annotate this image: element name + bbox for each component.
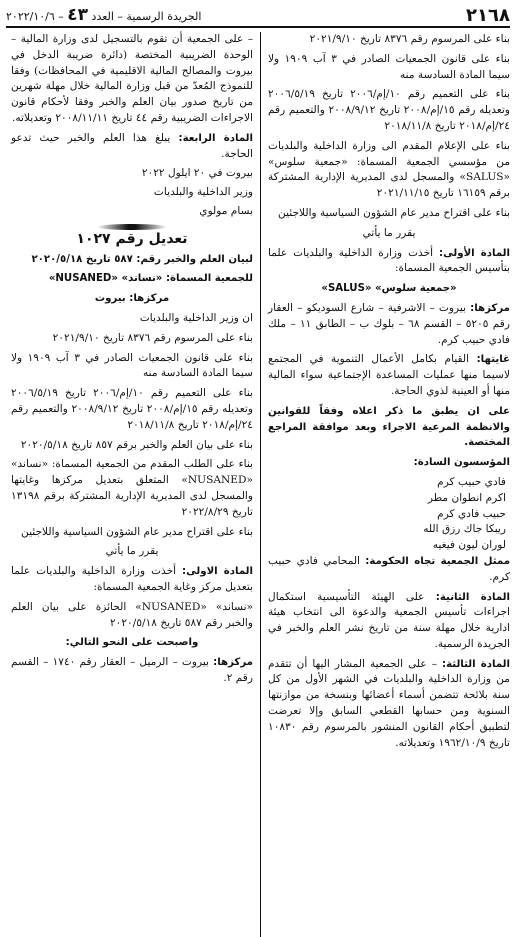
paragraph: «نساند» «NUSANED» الحائزة على بيان العلم والخبر رقم ٥٨٧ تاريخ ٢٠٢٠/٥/١٨ bbox=[11, 600, 254, 629]
founder-name: لوران ليون فيغيه bbox=[432, 539, 506, 552]
signature-block bbox=[11, 166, 253, 219]
article-3 bbox=[268, 657, 510, 752]
article-1 bbox=[268, 246, 510, 278]
page-header bbox=[6, 4, 510, 28]
page-number: ٢١٦٨ bbox=[466, 4, 510, 26]
hq-label: مركزها: bbox=[213, 657, 253, 669]
article-label: المادة الرابعة: bbox=[178, 132, 253, 144]
became-heading: واصبحت على النحو التالي: bbox=[65, 637, 199, 649]
goal bbox=[268, 352, 510, 399]
paragraph: بناء على قانون الجمعيات الصادر في ٣ آب ١٩٠٩ ولا سيما المادة السادسة منه bbox=[268, 52, 511, 81]
article-text: على الهيئة التأسيسية استكمال اجراءات تأسيس الجمعية والدعوة الى انتخاب هيئة ادارية خلال مهلة سنة من تاريخ نشر العلم والخبر في الجريدة الرسمية. bbox=[268, 590, 510, 650]
issue-date: – ٢٠٢٢/١٠/٦ bbox=[6, 10, 64, 23]
founder-name: اكرم انطوان مطر bbox=[427, 491, 506, 504]
goal-label: غايتها: bbox=[476, 354, 510, 366]
article-4 bbox=[11, 131, 253, 163]
paragraph: بناء على قانون الجمعيات الصادر في ٣ آب ١٩٠٩ ولا سيما المادة السادسة منه bbox=[11, 351, 254, 380]
article-1 bbox=[11, 564, 253, 596]
hq-text: بيروت – الرميل – العقار رقم ١٧٤٠ – القسم رقم ٢. bbox=[11, 656, 253, 684]
goal-text: القيام بكامل الأعمال التنموية في المجتمع لاسيما منها عمليات المساعدة الإجتماعية سواء المالية منها أو العينية لذوي الحاجة. bbox=[268, 353, 510, 397]
signature-name: بسام مولوي bbox=[199, 204, 253, 217]
paragraph: بناء على الطلب المقدم من الجمعية المسماة: «نساند» «NUSANED» المتعلق بتعديل مركزها وغايتها والمسجل لدى المديرية الإدارية المشتركة برقم ١٣١٩٨ تاريخ ٢٠٢٢/٨/٢٩ bbox=[11, 458, 253, 518]
paragraph: بناء على اقتراح مدير عام الشؤون السياسية واللاجئين bbox=[278, 206, 510, 219]
paragraph: بناء على اقتراح مدير عام الشؤون السياسية واللاجئين bbox=[21, 525, 253, 538]
founders-heading: المؤسسون السادة: bbox=[413, 457, 510, 469]
article-label: المادة الثالثة: bbox=[442, 658, 510, 670]
decision-heading: يقرر ما يأتي bbox=[362, 226, 416, 239]
hq-text: بيروت – الاشرفية – شارع السوديكو – العقار رقم ٥٢٠٥ – القسم ٦٨ – بلوك ب – الطابق ١١ – ملك فادي حبيب كرم. bbox=[268, 301, 510, 346]
founders-list bbox=[268, 475, 510, 554]
two-column-body bbox=[6, 32, 510, 937]
article-text: يبلغ هذا العلم والخبر حيث تدعو الحاجة. bbox=[11, 131, 253, 160]
government-representative bbox=[268, 554, 510, 586]
founder-name: ريبكا جاك رزق الله bbox=[423, 523, 506, 536]
amendment-subtitle: للجمعية المسماة: «نساند» «NUSANED» bbox=[48, 273, 253, 285]
paragraph: بناء على الإعلام المقدم الى وزارة الداخلية والبلديات من مؤسسي الجمعية المسماة: «جمعية سلوس» «SALUS» والمسجل لدى المديرية الإدارية المشتركة برقم ١٦١٥٩ تاريخ ٢٠٢١/١١/١٥ bbox=[268, 139, 510, 200]
left-column bbox=[11, 32, 260, 937]
paragraph: بناء على التعميم رقم ١٠/إم/٢٠٠٦ تاريخ ٢٠٠٦/٥/١٩ وتعديله رقم ١٥/إم/٢٠٠٨ تاريخ ٢٠٠٨/٩/١٢ والتعميم رقم ٢٤/إم/٢٠١٨ تاريخ ٢٠١٨/١١/٨ bbox=[11, 387, 253, 431]
headquarters bbox=[11, 655, 253, 687]
article-label: المادة الأولى: bbox=[439, 247, 510, 259]
column-divider bbox=[260, 32, 261, 937]
amendment-subtitle: مركزها: بيروت bbox=[94, 293, 170, 305]
signature-date: بيروت في ٢٠ ايلول ٢٠٢٢ bbox=[141, 167, 253, 180]
association-name: «جمعية سلوس» «SALUS» bbox=[321, 283, 457, 295]
article-label: المادة الاولى: bbox=[182, 566, 253, 578]
paragraph: بناء على المرسوم رقم ٨٣٧٦ تاريخ ٢٠٢١/٩/١٠ bbox=[52, 331, 253, 344]
paragraph: بناء على بيان العلم والخبر برقم ٨٥٧ تاريخ ٢٠٢٠/٥/١٨ bbox=[20, 438, 253, 451]
article-text: أخذت وزارة الداخلية والبلديات علما بتأسيس الجمعية المسماة: bbox=[268, 246, 510, 275]
paragraph: بناء على التعميم رقم ١٠/إم/٢٠٠٦ تاريخ ٢٠٠٦/٥/١٩ وتعديله رقم ١٥/إم/٢٠٠٨ تاريخ ٢٠٠٨/٩/١٢ والتعميم رقم ٢٤/إم/٢٠١٨ تاريخ ٢٠١٨/١١/٨ bbox=[268, 88, 510, 132]
issue-number: ٤٣ bbox=[67, 5, 89, 25]
amendment-title: تعديل رقم ١٠٢٧ bbox=[76, 230, 188, 247]
rep-label: ممثل الجمعية تجاه الحكومة: bbox=[365, 555, 511, 567]
paragraph: – على الجمعية أن تقوم بالتسجيل لدى وزارة المالية – الوحدة الضريبية المختصة (دائرة ضريبة الدخل في بيروت والمصالح المالية الاقليمية في المحافظات) وفقا للنموذج المُعدّ من قبل وزارة المالية خلال مهلة شهرين من تاريخ صدور بيان العلم والخبر وفقا لأحكام قانون الاجراءات الضريبية رقم ٤٤ تاريخ ٢٠٠٨/١١/١١ وتعديلاته. bbox=[11, 33, 253, 124]
headquarters bbox=[268, 301, 510, 348]
compliance-clause: على ان يطبق ما ذكر اعلاه وفقاً للقوانين والانظمة المرعية الاجراء وبعد موافقة المراجع المختصة. bbox=[268, 405, 510, 449]
paragraph: ان وزير الداخلية والبلديات bbox=[139, 311, 253, 324]
decision-heading: يقرر ما يأتي bbox=[105, 545, 159, 558]
gazette-issue-line bbox=[6, 5, 201, 25]
paragraph: بناء على المرسوم رقم ٨٣٧٦ تاريخ ٢٠٢١/٩/١٠ bbox=[309, 33, 510, 45]
founder-name: حبيب فادي كرم bbox=[437, 507, 506, 520]
article-label: المادة الثانية: bbox=[435, 591, 510, 603]
right-column bbox=[261, 32, 510, 937]
gazette-title: الجريدة الرسمية – العدد bbox=[91, 10, 202, 23]
rep-text: المحامي فادي حبيب كرم. bbox=[268, 554, 510, 583]
section-divider bbox=[11, 224, 253, 230]
signature-title: وزير الداخلية والبلديات bbox=[153, 186, 253, 199]
founder-name: فادي حبيب كرم bbox=[437, 475, 506, 488]
article-2 bbox=[268, 590, 510, 653]
amendment-subtitle: لبيان العلم والخبر رقم: ٥٨٧ تاريخ ٢٠٢٠/٥/١٨ bbox=[31, 253, 253, 265]
article-text: – على الجمعية المشار اليها أن تتقدم من وزارة الداخلية والبلديات في الشهر الأول من كل سنة بلائحة تتضمن أسماء أعضائها وبنسخة من موازنتها السنوية ومن حسابها القطعي السابق وإلا تعرضت لتطبيق أحكام القانون المنشور بالمرسوم رقم ١٠٨٣٠ تاريخ ١٩٦٢/١٠/٩ وتعديلاته. bbox=[268, 657, 510, 749]
hq-label: مركزها: bbox=[470, 302, 510, 314]
article-text: أخذت وزارة الداخلية والبلديات علما بتعديل مركز وغاية الجمعية المسماة: bbox=[11, 565, 253, 593]
